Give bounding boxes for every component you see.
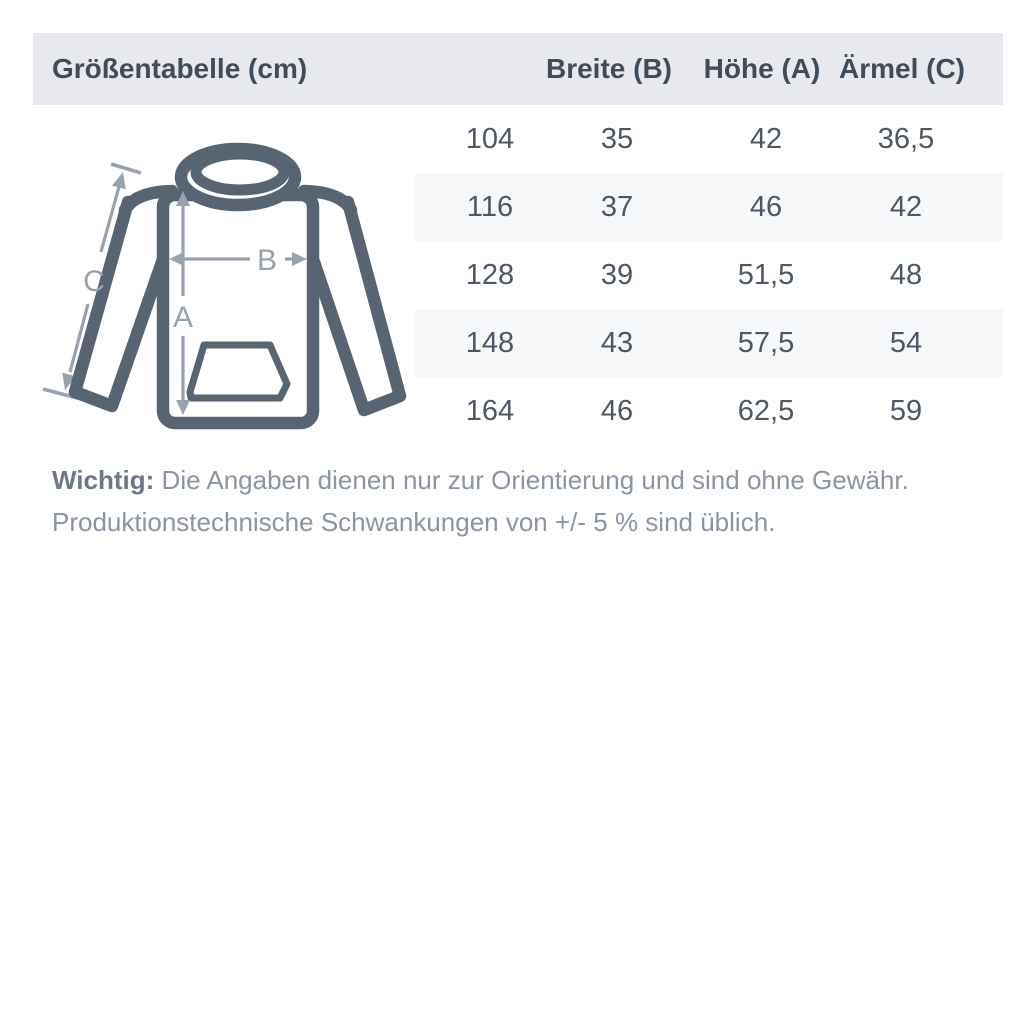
cell-breite: 35 bbox=[600, 123, 634, 155]
cell-aermel: 36,5 bbox=[877, 123, 935, 155]
cell-size: 116 bbox=[466, 191, 514, 223]
table-row bbox=[415, 105, 1003, 173]
label-b: B bbox=[256, 244, 278, 277]
cell-aermel: 59 bbox=[889, 395, 923, 427]
cell-aermel: 54 bbox=[889, 327, 923, 359]
hoodie-diagram bbox=[40, 118, 420, 448]
table-header bbox=[33, 33, 1003, 105]
cell-size: 164 bbox=[465, 395, 515, 427]
column-header-breite: Breite (B) bbox=[545, 53, 673, 84]
cell-size: 128 bbox=[465, 259, 515, 291]
cell-size: 148 bbox=[465, 327, 515, 359]
cell-hoehe: 51,5 bbox=[737, 259, 795, 291]
cell-hoehe: 42 bbox=[749, 123, 783, 155]
left-sleeve bbox=[75, 202, 162, 406]
cell-breite: 37 bbox=[600, 191, 634, 223]
cell-size: 104 bbox=[465, 123, 515, 155]
table-row bbox=[415, 241, 1003, 309]
table-row bbox=[415, 377, 1003, 445]
disclaimer-line-2: Produktionstechnische Schwankungen von +/- 5 % sind üblich. bbox=[52, 507, 776, 537]
disclaimer-emphasis: Wichtig: bbox=[52, 465, 155, 495]
cell-breite: 39 bbox=[600, 259, 634, 291]
cell-aermel: 42 bbox=[889, 191, 923, 223]
disclaimer-note bbox=[52, 459, 982, 543]
pocket bbox=[190, 345, 287, 398]
column-header-hoehe: Höhe (A) bbox=[703, 53, 821, 84]
page-title: Größentabelle (cm) bbox=[52, 53, 308, 84]
hood-inner bbox=[196, 154, 284, 190]
cell-hoehe: 46 bbox=[749, 191, 783, 223]
cell-hoehe: 62,5 bbox=[737, 395, 795, 427]
column-header-aermel: Ärmel (C) bbox=[838, 53, 966, 84]
table-row bbox=[415, 309, 1003, 377]
table-row bbox=[415, 173, 1003, 241]
cell-breite: 46 bbox=[600, 395, 634, 427]
label-c: C bbox=[83, 265, 105, 298]
label-a: A bbox=[172, 301, 194, 334]
right-sleeve bbox=[314, 202, 400, 410]
cell-aermel: 48 bbox=[889, 259, 923, 291]
cell-breite: 43 bbox=[600, 327, 634, 359]
cell-hoehe: 57,5 bbox=[737, 327, 795, 359]
hoodie-outline bbox=[75, 149, 400, 423]
disclaimer-line-1: Wichtig: Die Angaben dienen nur zur Orientierung und sind ohne Gewähr. bbox=[52, 465, 909, 495]
